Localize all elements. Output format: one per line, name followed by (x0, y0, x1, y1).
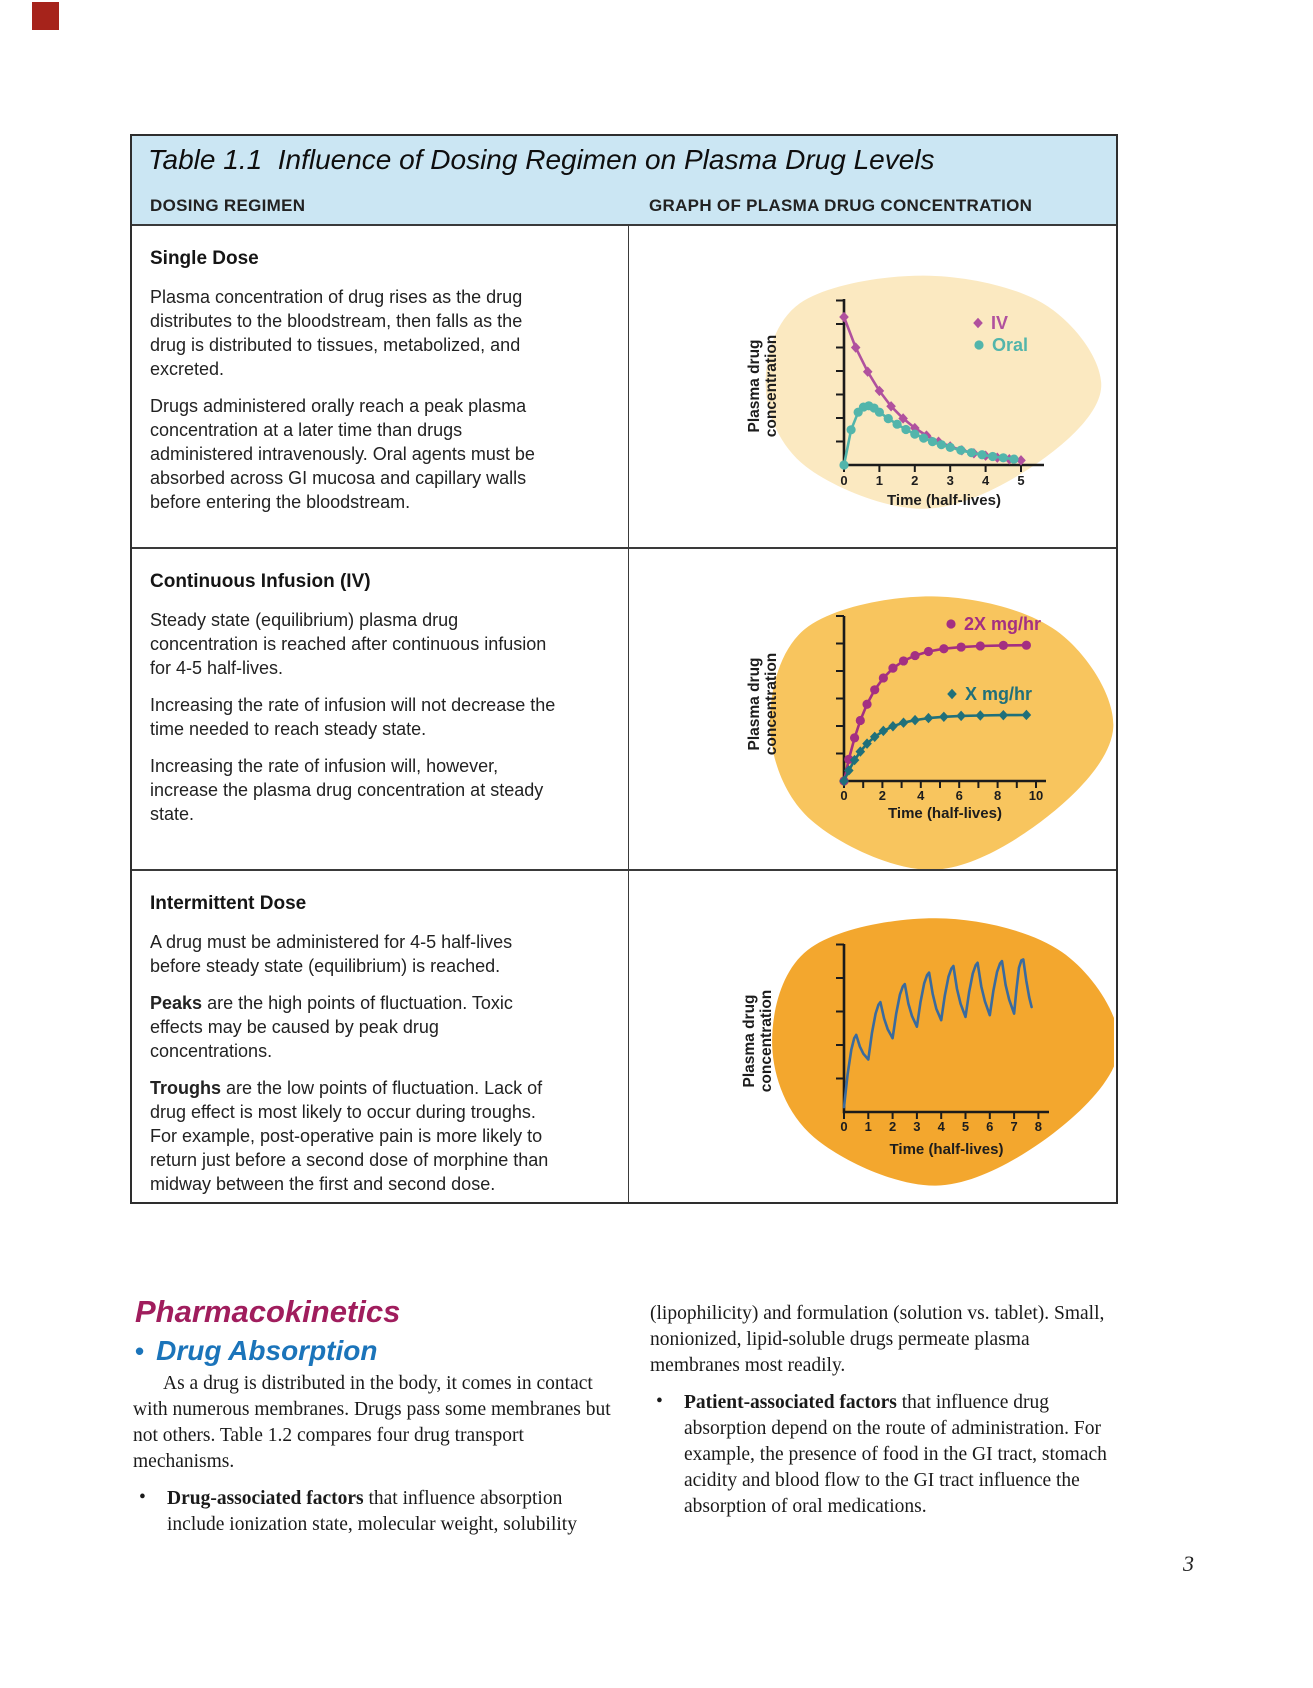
legend-label: Oral (992, 335, 1029, 355)
series-marker-oral (1009, 454, 1018, 463)
series-marker-2x-mg-hr (910, 651, 919, 660)
x-tick-label: 2 (888, 1119, 897, 1134)
series-marker-oral (937, 440, 946, 449)
bullet-text: that influence drug absorption depend on the route of administration. For example, the presence of food in the GI tract, stomach acidity and blood flow to the GI tract influence the absorption of oral medications. (684, 1392, 1107, 1517)
series-marker-2x-mg-hr (862, 700, 871, 709)
table-paragraph: Increasing the rate of infusion will, however, increase the plasma drug concentration at steady state. (150, 756, 544, 824)
intermittent-dose-graph-cell (629, 871, 1116, 1202)
series-marker-oral (884, 414, 893, 423)
series-marker-oral (999, 453, 1008, 462)
bullet-item-patient-factors (650, 1390, 1122, 1520)
x-tick-label: 3 (946, 473, 954, 488)
series-marker-oral (919, 434, 928, 443)
x-tick-label: 0 (840, 1119, 848, 1134)
series-marker-2x-mg-hr (957, 642, 966, 651)
bullet-bold-lead: Patient-associated factors (684, 1392, 897, 1413)
x-tick-label: 4 (917, 788, 925, 803)
y-axis-label: Plasma drugconcentration (741, 989, 775, 1093)
series-marker-2x-mg-hr (976, 641, 985, 650)
series-marker-oral (846, 425, 855, 434)
column-header-dosing-regimen: DOSING REGIMEN (150, 196, 306, 215)
continuous-infusion-graph-cell (629, 549, 1116, 869)
series-marker-2x-mg-hr (899, 656, 908, 665)
paragraph-intro: As a drug is distributed in the body, it comes in contact with numerous membranes. Drugs pass some membranes but not others. Table 1.2 compares four drug transport mechanisms. (133, 1373, 611, 1472)
bullet-bold-lead: Drug-associated factors (167, 1488, 364, 1509)
x-tick-label: 0 (840, 788, 848, 803)
y-axis-label: Plasma drugconcentration (746, 652, 780, 756)
row-heading-continuous-infusion: Continuous Infusion (IV) (150, 571, 371, 592)
table-paragraph: Drugs administered orally reach a peak plasma concentration at a later time than drugs administered intravenously. Oral agents must be absorbed across GI mucosa and capillary walls before entering the bloodstream. (150, 396, 535, 512)
x-tick-label: 6 (955, 788, 963, 803)
continuous-infusion-text-cell (132, 549, 629, 869)
series-marker-oral (901, 425, 910, 434)
single-dose-graph-cell (629, 226, 1116, 547)
table-row-continuous-infusion (132, 547, 1116, 869)
x-axis-label: Time (half-lives) (887, 492, 1001, 509)
table-title: Table 1.1 Influence of Dosing Regimen on Plasma Drug Levels (148, 144, 935, 175)
legend-label: X mg/hr (965, 684, 1033, 704)
series-marker-2x-mg-hr (856, 716, 865, 725)
x-tick-label: 8 (1034, 1119, 1043, 1134)
x-tick-label: 1 (875, 473, 884, 488)
chart-continuous-infusion (629, 549, 1114, 869)
table-column-headers (132, 196, 1116, 216)
bullet-item-drug-factors (133, 1486, 611, 1538)
bullet-icon: • (656, 1391, 663, 1412)
table-row-single-dose (132, 224, 1116, 547)
series-marker-oral (967, 448, 976, 457)
series-marker-oral (946, 443, 955, 452)
series-marker-2x-mg-hr (888, 664, 897, 673)
legend-label: 2X mg/hr (964, 614, 1042, 634)
paragraph-continuation: (lipophilicity) and formulation (solution vs. tablet). Small, nonionized, lipid-soluble drugs permeate plasma membranes most readily. (650, 1303, 1105, 1376)
graph-blob-background (770, 596, 1113, 869)
intermittent-dose-text-cell (132, 871, 629, 1202)
chart-single-dose (629, 226, 1114, 547)
chart-intermittent-dose (629, 871, 1114, 1202)
page-corner-mark (32, 2, 59, 30)
bullet-icon: • (135, 1336, 145, 1366)
row-heading-single-dose: Single Dose (150, 248, 259, 269)
series-marker-oral (956, 446, 965, 455)
series-marker-oral (928, 437, 937, 446)
x-tick-label: 10 (1028, 788, 1044, 803)
x-tick-label: 5 (961, 1119, 970, 1134)
series-marker-oral (839, 460, 848, 469)
x-axis-label: Time (half-lives) (889, 1141, 1004, 1158)
series-marker-2x-mg-hr (999, 641, 1008, 650)
x-tick-label: 2 (878, 788, 887, 803)
series-marker-oral (977, 450, 986, 459)
table-paragraph: Steady state (equilibrium) plasma drug concentration is reached after continuous infusion for 4-5 half-lives. (150, 610, 547, 678)
bullet-text: that influence absorption include ionization state, molecular weight, solubility (167, 1488, 577, 1535)
table-paragraph: A drug must be administered for 4-5 half-lives before steady state (equilibrium) is reached. (150, 932, 513, 976)
page-number: 3 (1183, 1551, 1194, 1576)
series-marker-oral (910, 430, 919, 439)
table-paragraph: Increasing the rate of infusion will not decrease the time needed to reach steady state. (150, 695, 556, 739)
table-paragraph: Troughs are the low points of fluctuation. Lack of drug effect is most likely to occur during troughs. For example, post-operative pain is more likely to return just before a second dose of morphine than midway between the first and second dose. (150, 1078, 549, 1194)
x-tick-label: 4 (981, 473, 990, 488)
table-row-intermittent-dose (132, 869, 1116, 1202)
series-marker-2x-mg-hr (1022, 641, 1031, 650)
table-paragraph: Peaks are the high points of fluctuation. Toxic effects may be caused by peak drug concentrations. (150, 993, 513, 1061)
column-header-graph: GRAPH OF PLASMA DRUG CONCENTRATION (649, 196, 1033, 215)
table-header (132, 136, 1116, 224)
x-tick-label: 2 (911, 473, 919, 488)
series-marker-2x-mg-hr (850, 733, 859, 742)
row-heading-intermittent-dose: Intermittent Dose (150, 893, 307, 914)
x-tick-label: 5 (1017, 473, 1025, 488)
subsection-drug-absorption (135, 1335, 377, 1367)
x-tick-label: 4 (937, 1119, 945, 1134)
x-tick-label: 8 (993, 788, 1002, 803)
series-marker-2x-mg-hr (939, 644, 948, 653)
legend-label: IV (991, 313, 1009, 333)
legend-marker-oral (974, 340, 983, 349)
graph-blob-background (766, 276, 1102, 509)
x-tick-label: 1 (864, 1119, 872, 1134)
x-axis-label: Time (half-lives) (888, 805, 1002, 822)
x-tick-label: 7 (1010, 1119, 1018, 1134)
table-paragraph: Plasma concentration of drug rises as the drug distributes to the bloodstream, then falls as the drug is distributed to tissues, metabolized, and excreted. (150, 287, 523, 379)
series-marker-oral (875, 408, 884, 417)
series-marker-oral (988, 452, 997, 461)
x-tick-label: 0 (840, 473, 848, 488)
body-column-left (133, 1371, 611, 1538)
bullet-icon: • (139, 1487, 146, 1508)
legend-marker-2x-mg-hr (946, 619, 955, 628)
x-tick-label: 6 (986, 1119, 994, 1134)
y-axis-label: Plasma drugconcentration (746, 334, 780, 438)
series-marker-oral (893, 420, 902, 429)
section-heading-pharmacokinetics: Pharmacokinetics (135, 1294, 401, 1329)
single-dose-text-cell (132, 226, 629, 547)
series-marker-2x-mg-hr (870, 685, 879, 694)
dosing-regimen-table (130, 134, 1118, 1204)
series-marker-2x-mg-hr (879, 673, 888, 682)
subsection-label: Drug Absorption (156, 1335, 378, 1366)
x-tick-label: 3 (913, 1119, 921, 1134)
body-column-right (650, 1301, 1122, 1520)
series-marker-2x-mg-hr (924, 647, 933, 656)
